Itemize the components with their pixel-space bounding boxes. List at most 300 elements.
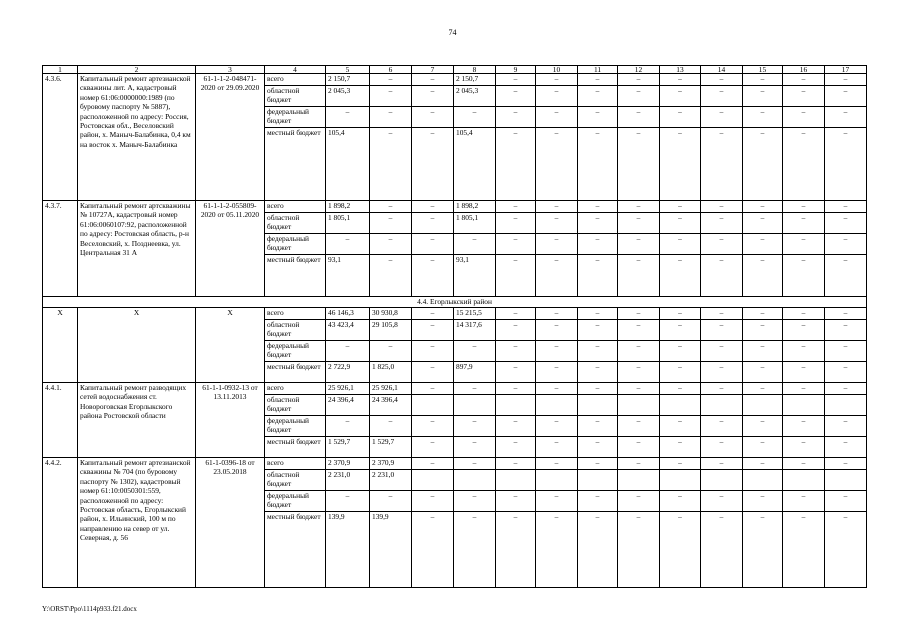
row-number: 4.3.7. xyxy=(43,201,78,297)
value-cell: – xyxy=(578,201,618,213)
value-cell: – xyxy=(370,213,412,234)
value-cell: – xyxy=(326,416,370,437)
value-cell: – xyxy=(454,107,496,128)
value-cell: 1 805,1 xyxy=(326,213,370,234)
funding-source: местный бюджет xyxy=(265,512,326,588)
value-cell: 2 045,3 xyxy=(454,86,496,107)
value-cell: – xyxy=(743,234,783,255)
table-row xyxy=(43,308,867,320)
value-cell: – xyxy=(783,458,825,470)
value-cell: – xyxy=(578,234,618,255)
value-cell xyxy=(660,470,701,491)
value-cell: – xyxy=(825,234,867,255)
value-cell: – xyxy=(496,201,536,213)
funding-source: федеральный бюджет xyxy=(265,416,326,437)
table-row xyxy=(43,201,867,213)
page-number: 74 xyxy=(448,28,457,37)
value-cell: – xyxy=(412,255,454,297)
value-cell: 2 370,9 xyxy=(370,458,412,470)
value-cell: 43 423,4 xyxy=(326,320,370,341)
value-cell: – xyxy=(660,86,701,107)
value-cell: – xyxy=(578,308,618,320)
value-cell: 93,1 xyxy=(454,255,496,297)
value-cell: – xyxy=(618,383,660,395)
value-cell: – xyxy=(618,308,660,320)
value-cell xyxy=(578,395,618,416)
value-cell: – xyxy=(825,341,867,362)
value-cell: – xyxy=(783,383,825,395)
value-cell: 2 722,9 xyxy=(326,362,370,383)
header-row xyxy=(43,66,867,74)
value-cell: – xyxy=(578,128,618,201)
value-cell: – xyxy=(578,107,618,128)
value-cell: – xyxy=(743,201,783,213)
header-cell: 16 xyxy=(783,66,825,74)
row-number: Х xyxy=(43,308,78,383)
value-cell: – xyxy=(370,234,412,255)
registry-code: 61-1-1-2-055809-2020 от 05.11.2020 xyxy=(196,201,265,297)
value-cell: 2 150,7 xyxy=(326,74,370,86)
header-cell: 17 xyxy=(825,66,867,74)
value-cell: – xyxy=(825,437,867,458)
value-cell: – xyxy=(578,213,618,234)
row-number: 4.3.6. xyxy=(43,74,78,201)
row-number: 4.4.2. xyxy=(43,458,78,588)
value-cell xyxy=(825,470,867,491)
value-cell xyxy=(701,470,743,491)
value-cell: 1 898,2 xyxy=(326,201,370,213)
value-cell: – xyxy=(743,341,783,362)
value-cell xyxy=(536,470,578,491)
value-cell: – xyxy=(536,437,578,458)
value-cell: 139,9 xyxy=(326,512,370,588)
value-cell: – xyxy=(370,255,412,297)
header-cell: 9 xyxy=(496,66,536,74)
value-cell: – xyxy=(701,362,743,383)
value-cell: 14 317,6 xyxy=(454,320,496,341)
table-row xyxy=(43,383,867,395)
value-cell xyxy=(536,395,578,416)
value-cell: – xyxy=(783,213,825,234)
value-cell: – xyxy=(743,74,783,86)
value-cell: – xyxy=(783,437,825,458)
value-cell: – xyxy=(412,128,454,201)
value-cell xyxy=(496,395,536,416)
value-cell: 105,4 xyxy=(326,128,370,201)
value-cell: – xyxy=(412,416,454,437)
value-cell: – xyxy=(825,86,867,107)
funding-source: федеральный бюджет xyxy=(265,491,326,512)
value-cell: – xyxy=(701,437,743,458)
value-cell: – xyxy=(578,74,618,86)
value-cell: – xyxy=(783,491,825,512)
value-cell: – xyxy=(496,362,536,383)
value-cell: – xyxy=(618,437,660,458)
table-row xyxy=(43,458,867,470)
funding-source: областной бюджет xyxy=(265,395,326,416)
value-cell: – xyxy=(743,107,783,128)
value-cell: – xyxy=(743,458,783,470)
row-number: 4.4.1. xyxy=(43,383,78,458)
value-cell: – xyxy=(578,320,618,341)
value-cell: – xyxy=(825,491,867,512)
value-cell: – xyxy=(370,86,412,107)
value-cell: – xyxy=(618,416,660,437)
value-cell: – xyxy=(412,512,454,588)
registry-code: 61-1-1-0932-13 от 13.11.2013 xyxy=(196,383,265,458)
funding-source: всего xyxy=(265,201,326,213)
value-cell: – xyxy=(783,341,825,362)
value-cell: – xyxy=(496,491,536,512)
value-cell: – xyxy=(496,383,536,395)
value-cell: – xyxy=(825,255,867,297)
value-cell xyxy=(618,470,660,491)
value-cell: – xyxy=(783,86,825,107)
value-cell xyxy=(743,470,783,491)
header-cell: 7 xyxy=(412,66,454,74)
value-cell: – xyxy=(701,416,743,437)
value-cell: – xyxy=(618,512,660,588)
value-cell: – xyxy=(454,341,496,362)
funding-source: всего xyxy=(265,383,326,395)
value-cell: – xyxy=(701,201,743,213)
value-cell: 25 926,1 xyxy=(326,383,370,395)
value-cell: – xyxy=(536,128,578,201)
value-cell: – xyxy=(701,308,743,320)
object-name: Капитальный ремонт артезианской скважины лит. А, кадастровый номер 61:06:0000000:1989 (по буровому паспорту № 5887), расположенной по адресу: Россия, Ростовская обл., Веселовский район, х. Маныч-Балабинка, 0,4 км на восток х. Маныч-Балабинка xyxy=(78,74,196,201)
value-cell: – xyxy=(412,320,454,341)
value-cell: – xyxy=(496,437,536,458)
value-cell: – xyxy=(783,308,825,320)
value-cell xyxy=(660,395,701,416)
value-cell: – xyxy=(578,362,618,383)
value-cell: – xyxy=(578,341,618,362)
value-cell: 15 215,5 xyxy=(454,308,496,320)
value-cell: – xyxy=(454,234,496,255)
value-cell: – xyxy=(326,341,370,362)
value-cell xyxy=(412,470,454,491)
value-cell: – xyxy=(743,213,783,234)
value-cell: 24 396,4 xyxy=(326,395,370,416)
value-cell: – xyxy=(536,491,578,512)
value-cell: – xyxy=(660,458,701,470)
value-cell: – xyxy=(496,416,536,437)
section-row xyxy=(43,297,867,308)
value-cell: – xyxy=(701,383,743,395)
value-cell: – xyxy=(701,255,743,297)
value-cell: 46 146,3 xyxy=(326,308,370,320)
header-cell: 11 xyxy=(578,66,618,74)
value-cell xyxy=(701,395,743,416)
value-cell: – xyxy=(825,74,867,86)
value-cell: 24 396,4 xyxy=(370,395,412,416)
registry-code: 61-1-1-2-048471-2020 от 29.09.2020 xyxy=(196,74,265,201)
value-cell xyxy=(578,470,618,491)
value-cell: – xyxy=(578,512,618,588)
value-cell: 2 150,7 xyxy=(454,74,496,86)
value-cell: – xyxy=(825,512,867,588)
section-title: 4.4. Егорлыкский район xyxy=(43,297,867,308)
value-cell: – xyxy=(536,383,578,395)
table-row xyxy=(43,74,867,86)
value-cell: – xyxy=(783,320,825,341)
value-cell: – xyxy=(618,320,660,341)
value-cell: – xyxy=(660,255,701,297)
funding-source: федеральный бюджет xyxy=(265,234,326,255)
value-cell: – xyxy=(618,86,660,107)
value-cell xyxy=(454,470,496,491)
value-cell: – xyxy=(578,255,618,297)
value-cell: – xyxy=(412,213,454,234)
value-cell: – xyxy=(536,213,578,234)
value-cell: – xyxy=(618,458,660,470)
value-cell: – xyxy=(660,341,701,362)
value-cell: 897,9 xyxy=(454,362,496,383)
value-cell: – xyxy=(412,383,454,395)
value-cell: – xyxy=(618,341,660,362)
value-cell: – xyxy=(370,107,412,128)
funding-source: федеральный бюджет xyxy=(265,107,326,128)
value-cell: – xyxy=(783,234,825,255)
value-cell: – xyxy=(496,74,536,86)
value-cell: – xyxy=(783,255,825,297)
header-cell: 15 xyxy=(743,66,783,74)
value-cell: – xyxy=(496,512,536,588)
value-cell: – xyxy=(412,437,454,458)
value-cell: – xyxy=(412,86,454,107)
funding-source: областной бюджет xyxy=(265,320,326,341)
value-cell: 1 898,2 xyxy=(454,201,496,213)
value-cell: – xyxy=(370,74,412,86)
value-cell: – xyxy=(743,383,783,395)
value-cell: – xyxy=(701,234,743,255)
value-cell: – xyxy=(326,234,370,255)
value-cell: – xyxy=(825,320,867,341)
registry-code: Х xyxy=(196,308,265,383)
funding-source: местный бюджет xyxy=(265,128,326,201)
object-name: Капитальный ремонт артскважины № 10727А, кадастровый номер 61:06:0060107:92, расположенной по адресу: Ростовская область, р-н Веселовский, х. Позднеевка, ул. Центральная 31 А xyxy=(78,201,196,297)
value-cell: 1 825,0 xyxy=(370,362,412,383)
value-cell: – xyxy=(536,458,578,470)
value-cell: – xyxy=(743,86,783,107)
value-cell: – xyxy=(536,201,578,213)
value-cell: – xyxy=(536,512,578,588)
value-cell: – xyxy=(660,512,701,588)
value-cell: – xyxy=(578,458,618,470)
value-cell: – xyxy=(536,255,578,297)
value-cell: – xyxy=(454,383,496,395)
value-cell: – xyxy=(825,107,867,128)
value-cell: – xyxy=(825,128,867,201)
value-cell: 25 926,1 xyxy=(370,383,412,395)
value-cell: – xyxy=(578,416,618,437)
value-cell: – xyxy=(701,320,743,341)
value-cell xyxy=(783,470,825,491)
value-cell: 1 529,7 xyxy=(326,437,370,458)
value-cell: – xyxy=(370,416,412,437)
value-cell xyxy=(496,470,536,491)
value-cell: – xyxy=(496,308,536,320)
value-cell: – xyxy=(660,362,701,383)
value-cell: – xyxy=(496,213,536,234)
value-cell: – xyxy=(496,86,536,107)
value-cell: – xyxy=(412,362,454,383)
footer-path: Y:\ORST\Ppo\1114p933.f21.docx xyxy=(42,605,137,613)
value-cell: – xyxy=(825,201,867,213)
value-cell xyxy=(825,395,867,416)
value-cell: – xyxy=(412,234,454,255)
funding-source: всего xyxy=(265,308,326,320)
value-cell: – xyxy=(412,491,454,512)
budget-table xyxy=(42,65,867,588)
value-cell: 30 930,8 xyxy=(370,308,412,320)
funding-source: местный бюджет xyxy=(265,437,326,458)
value-cell: – xyxy=(825,308,867,320)
value-cell: – xyxy=(701,74,743,86)
funding-source: всего xyxy=(265,74,326,86)
value-cell: – xyxy=(660,308,701,320)
header-cell: 14 xyxy=(701,66,743,74)
value-cell: – xyxy=(825,458,867,470)
value-cell: – xyxy=(496,320,536,341)
value-cell: – xyxy=(660,74,701,86)
value-cell: – xyxy=(412,308,454,320)
value-cell: – xyxy=(743,308,783,320)
value-cell: 1 805,1 xyxy=(454,213,496,234)
header-cell: 5 xyxy=(326,66,370,74)
value-cell: – xyxy=(660,416,701,437)
value-cell: – xyxy=(578,86,618,107)
value-cell: 105,4 xyxy=(454,128,496,201)
value-cell: – xyxy=(743,255,783,297)
value-cell: – xyxy=(618,74,660,86)
value-cell: – xyxy=(536,362,578,383)
value-cell: – xyxy=(578,437,618,458)
value-cell: – xyxy=(618,128,660,201)
value-cell: – xyxy=(454,458,496,470)
value-cell: – xyxy=(326,107,370,128)
value-cell: – xyxy=(660,383,701,395)
value-cell xyxy=(783,395,825,416)
value-cell: – xyxy=(743,437,783,458)
value-cell: – xyxy=(496,458,536,470)
value-cell: – xyxy=(618,491,660,512)
funding-source: областной бюджет xyxy=(265,470,326,491)
value-cell: – xyxy=(743,416,783,437)
value-cell: – xyxy=(454,416,496,437)
value-cell: – xyxy=(578,491,618,512)
value-cell: – xyxy=(370,341,412,362)
value-cell: 29 105,8 xyxy=(370,320,412,341)
value-cell: – xyxy=(618,213,660,234)
value-cell: – xyxy=(496,128,536,201)
value-cell: – xyxy=(743,128,783,201)
value-cell: – xyxy=(825,213,867,234)
value-cell: – xyxy=(743,320,783,341)
value-cell: – xyxy=(825,383,867,395)
header-cell: 8 xyxy=(454,66,496,74)
value-cell: – xyxy=(412,74,454,86)
value-cell: – xyxy=(660,437,701,458)
value-cell: 2 231,0 xyxy=(326,470,370,491)
value-cell: – xyxy=(536,74,578,86)
object-name: Х xyxy=(78,308,196,383)
value-cell: – xyxy=(618,201,660,213)
funding-source: всего xyxy=(265,458,326,470)
registry-code: 61-1-0396-18 от 23.05.2018 xyxy=(196,458,265,588)
header-cell: 3 xyxy=(196,66,265,74)
value-cell: – xyxy=(783,107,825,128)
value-cell: – xyxy=(618,255,660,297)
funding-source: местный бюджет xyxy=(265,362,326,383)
funding-source: федеральный бюджет xyxy=(265,341,326,362)
value-cell: – xyxy=(743,491,783,512)
value-cell: – xyxy=(660,201,701,213)
value-cell: – xyxy=(701,86,743,107)
value-cell xyxy=(412,395,454,416)
value-cell: – xyxy=(660,128,701,201)
value-cell: – xyxy=(783,201,825,213)
value-cell: – xyxy=(701,107,743,128)
value-cell: – xyxy=(743,362,783,383)
value-cell: – xyxy=(660,491,701,512)
value-cell: – xyxy=(536,107,578,128)
value-cell: – xyxy=(536,416,578,437)
header-cell: 2 xyxy=(78,66,196,74)
value-cell: – xyxy=(660,107,701,128)
value-cell: – xyxy=(326,491,370,512)
value-cell: – xyxy=(825,416,867,437)
object-name: Капитальный ремонт разводящих сетей водоснабжения ст. Новороговская Егорлыкского района Ростовской области xyxy=(78,383,196,458)
value-cell: – xyxy=(618,234,660,255)
value-cell: – xyxy=(536,341,578,362)
value-cell: – xyxy=(783,128,825,201)
value-cell: – xyxy=(454,512,496,588)
value-cell: 93,1 xyxy=(326,255,370,297)
value-cell: – xyxy=(370,201,412,213)
value-cell: – xyxy=(536,86,578,107)
value-cell: – xyxy=(618,107,660,128)
funding-source: областной бюджет xyxy=(265,213,326,234)
value-cell xyxy=(618,395,660,416)
value-cell: – xyxy=(412,341,454,362)
value-cell: – xyxy=(660,213,701,234)
value-cell: 139,9 xyxy=(370,512,412,588)
value-cell xyxy=(743,395,783,416)
value-cell: – xyxy=(783,362,825,383)
object-name: Капитальный ремонт артезианской скважины № 704 (по буровому паспорту № 1302), кадастровый номер 61:10:0050301:559, расположенной по адресу: Ростовская область, Егорлыкский район, х. Ильинский, 100 м по направлению на север от ул. Северная, д. 56 xyxy=(78,458,196,588)
value-cell: – xyxy=(701,512,743,588)
funding-source: местный бюджет xyxy=(265,255,326,297)
value-cell: – xyxy=(370,128,412,201)
value-cell: – xyxy=(701,213,743,234)
value-cell: – xyxy=(660,320,701,341)
header-cell: 6 xyxy=(370,66,412,74)
value-cell: – xyxy=(578,383,618,395)
value-cell: – xyxy=(783,74,825,86)
value-cell: – xyxy=(701,458,743,470)
header-cell: 1 xyxy=(43,66,78,74)
value-cell: – xyxy=(701,491,743,512)
value-cell: – xyxy=(370,491,412,512)
header-cell: 4 xyxy=(265,66,326,74)
header-cell: 12 xyxy=(618,66,660,74)
value-cell: 2 370,9 xyxy=(326,458,370,470)
value-cell: – xyxy=(454,491,496,512)
value-cell: – xyxy=(618,362,660,383)
value-cell: – xyxy=(701,341,743,362)
value-cell: – xyxy=(536,320,578,341)
